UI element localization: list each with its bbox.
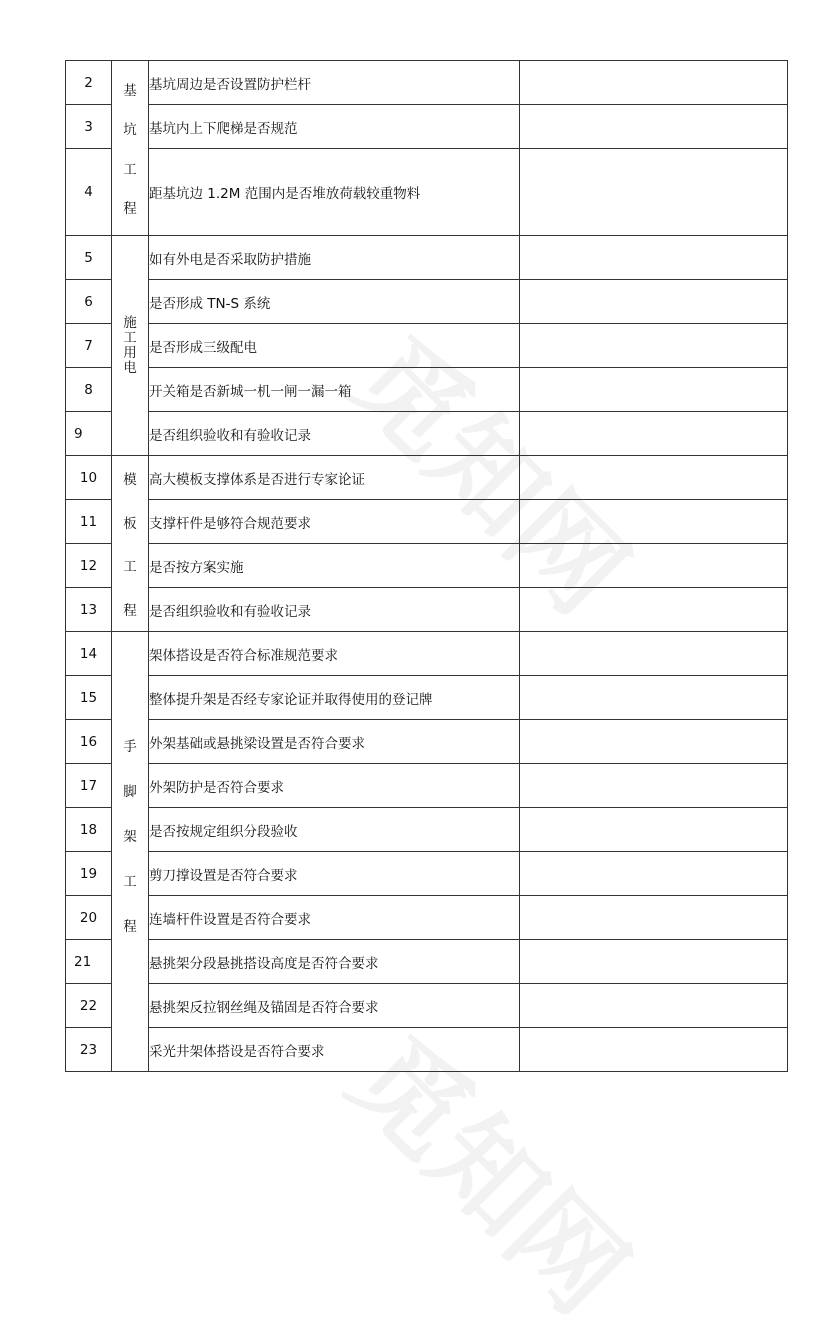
table-row xyxy=(66,984,788,1028)
check-result-cell[interactable] xyxy=(520,280,788,324)
row-number: 18 xyxy=(66,808,112,852)
row-number: 19 xyxy=(66,852,112,896)
safety-checklist-table xyxy=(65,60,788,1072)
check-item: 支撑杆件是够符合规范要求 xyxy=(149,500,520,544)
category-char: 工 xyxy=(123,873,137,890)
row-number: 5 xyxy=(66,236,112,280)
row-number: 22 xyxy=(66,984,112,1028)
check-result-cell[interactable] xyxy=(520,324,788,368)
row-number: 8 xyxy=(66,368,112,412)
table-row xyxy=(66,500,788,544)
category-char: 手 xyxy=(123,738,137,755)
category-char: 工 xyxy=(123,559,137,576)
check-result-cell[interactable] xyxy=(520,500,788,544)
check-result-cell[interactable] xyxy=(520,412,788,456)
category-char: 坑 xyxy=(123,122,137,139)
row-number: 4 xyxy=(66,149,112,236)
row-number: 11 xyxy=(66,500,112,544)
row-number: 23 xyxy=(66,1028,112,1072)
row-number: 9 xyxy=(66,412,112,456)
row-number: 21 xyxy=(66,940,112,984)
table-row xyxy=(66,632,788,676)
category-formwork-engineering xyxy=(112,456,149,632)
table-row xyxy=(66,588,788,632)
check-item: 是否组织验收和有验收记录 xyxy=(149,412,520,456)
category-char: 程 xyxy=(123,201,137,218)
check-item: 整体提升架是否经专家论证并取得使用的登记牌 xyxy=(149,676,520,720)
row-number: 7 xyxy=(66,324,112,368)
row-number: 15 xyxy=(66,676,112,720)
check-result-cell[interactable] xyxy=(520,588,788,632)
check-result-cell[interactable] xyxy=(520,544,788,588)
check-result-cell[interactable] xyxy=(520,984,788,1028)
row-number: 10 xyxy=(66,456,112,500)
category-char: 架 xyxy=(123,828,137,845)
check-result-cell[interactable] xyxy=(520,764,788,808)
category-char: 工 xyxy=(123,161,137,178)
row-number: 3 xyxy=(66,105,112,149)
check-item: 基坑内上下爬梯是否规范 xyxy=(149,105,520,149)
check-item: 是否形成三级配电 xyxy=(149,324,520,368)
row-number: 17 xyxy=(66,764,112,808)
check-item: 开关箱是否新城一机一闸一漏一箱 xyxy=(149,368,520,412)
row-number: 6 xyxy=(66,280,112,324)
check-item: 是否按方案实施 xyxy=(149,544,520,588)
category-char: 电 xyxy=(123,359,137,376)
table-row xyxy=(66,456,788,500)
check-result-cell[interactable] xyxy=(520,940,788,984)
check-item: 是否形成 TN-S 系统 xyxy=(149,280,520,324)
row-number: 14 xyxy=(66,632,112,676)
category-pit-engineering xyxy=(112,61,149,236)
category-char: 工 xyxy=(123,329,137,346)
table-row xyxy=(66,1028,788,1072)
check-result-cell[interactable] xyxy=(520,896,788,940)
check-result-cell[interactable] xyxy=(520,852,788,896)
check-item: 悬挑架分段悬挑搭设高度是否符合要求 xyxy=(149,940,520,984)
table-row xyxy=(66,105,788,149)
check-item: 是否组织验收和有验收记录 xyxy=(149,588,520,632)
category-char: 基 xyxy=(123,82,137,99)
table-row xyxy=(66,280,788,324)
check-item: 是否按规定组织分段验收 xyxy=(149,808,520,852)
check-result-cell[interactable] xyxy=(520,632,788,676)
category-char: 脚 xyxy=(123,783,137,800)
check-result-cell[interactable] xyxy=(520,808,788,852)
check-result-cell[interactable] xyxy=(520,61,788,105)
check-item: 如有外电是否采取防护措施 xyxy=(149,236,520,280)
category-scaffold-engineering xyxy=(112,632,149,1072)
table-row xyxy=(66,676,788,720)
check-item: 采光井架体搭设是否符合要求 xyxy=(149,1028,520,1072)
watermark-lower: 觅知网 xyxy=(326,1013,651,1338)
category-char: 用 xyxy=(123,344,137,361)
row-number: 2 xyxy=(66,61,112,105)
check-item: 距基坑边 1.2M 范围内是否堆放荷载较重物料 xyxy=(149,149,520,236)
check-item: 连墙杆件设置是否符合要求 xyxy=(149,896,520,940)
table-row xyxy=(66,324,788,368)
table-row xyxy=(66,852,788,896)
category-char: 模 xyxy=(123,471,137,488)
table-row xyxy=(66,808,788,852)
check-result-cell[interactable] xyxy=(520,456,788,500)
row-number: 20 xyxy=(66,896,112,940)
row-number: 12 xyxy=(66,544,112,588)
table-row xyxy=(66,61,788,105)
check-item: 基坑周边是否设置防护栏杆 xyxy=(149,61,520,105)
check-item: 剪刀撑设置是否符合要求 xyxy=(149,852,520,896)
check-item: 悬挑架反拉钢丝绳及锚固是否符合要求 xyxy=(149,984,520,1028)
table-row xyxy=(66,896,788,940)
table-row xyxy=(66,544,788,588)
category-char: 程 xyxy=(123,918,137,935)
row-number: 13 xyxy=(66,588,112,632)
table-row xyxy=(66,412,788,456)
check-result-cell[interactable] xyxy=(520,720,788,764)
check-item: 高大模板支撑体系是否进行专家论证 xyxy=(149,456,520,500)
category-char: 板 xyxy=(123,515,137,532)
table-row xyxy=(66,236,788,280)
category-construction-power xyxy=(112,236,149,456)
check-item: 架体搭设是否符合标准规范要求 xyxy=(149,632,520,676)
table-row xyxy=(66,368,788,412)
check-result-cell[interactable] xyxy=(520,105,788,149)
check-result-cell[interactable] xyxy=(520,1028,788,1072)
table-row xyxy=(66,764,788,808)
check-result-cell[interactable] xyxy=(520,236,788,280)
category-char: 程 xyxy=(123,603,137,620)
table-row xyxy=(66,720,788,764)
check-item: 外架防护是否符合要求 xyxy=(149,764,520,808)
watermark: 觅知网 xyxy=(326,313,651,638)
check-item: 外架基础或悬挑梁设置是否符合要求 xyxy=(149,720,520,764)
check-result-cell[interactable] xyxy=(520,676,788,720)
table-row xyxy=(66,149,788,236)
check-result-cell[interactable] xyxy=(520,368,788,412)
check-result-cell[interactable] xyxy=(520,149,788,236)
table-row xyxy=(66,940,788,984)
row-number: 16 xyxy=(66,720,112,764)
category-char: 施 xyxy=(123,314,137,331)
